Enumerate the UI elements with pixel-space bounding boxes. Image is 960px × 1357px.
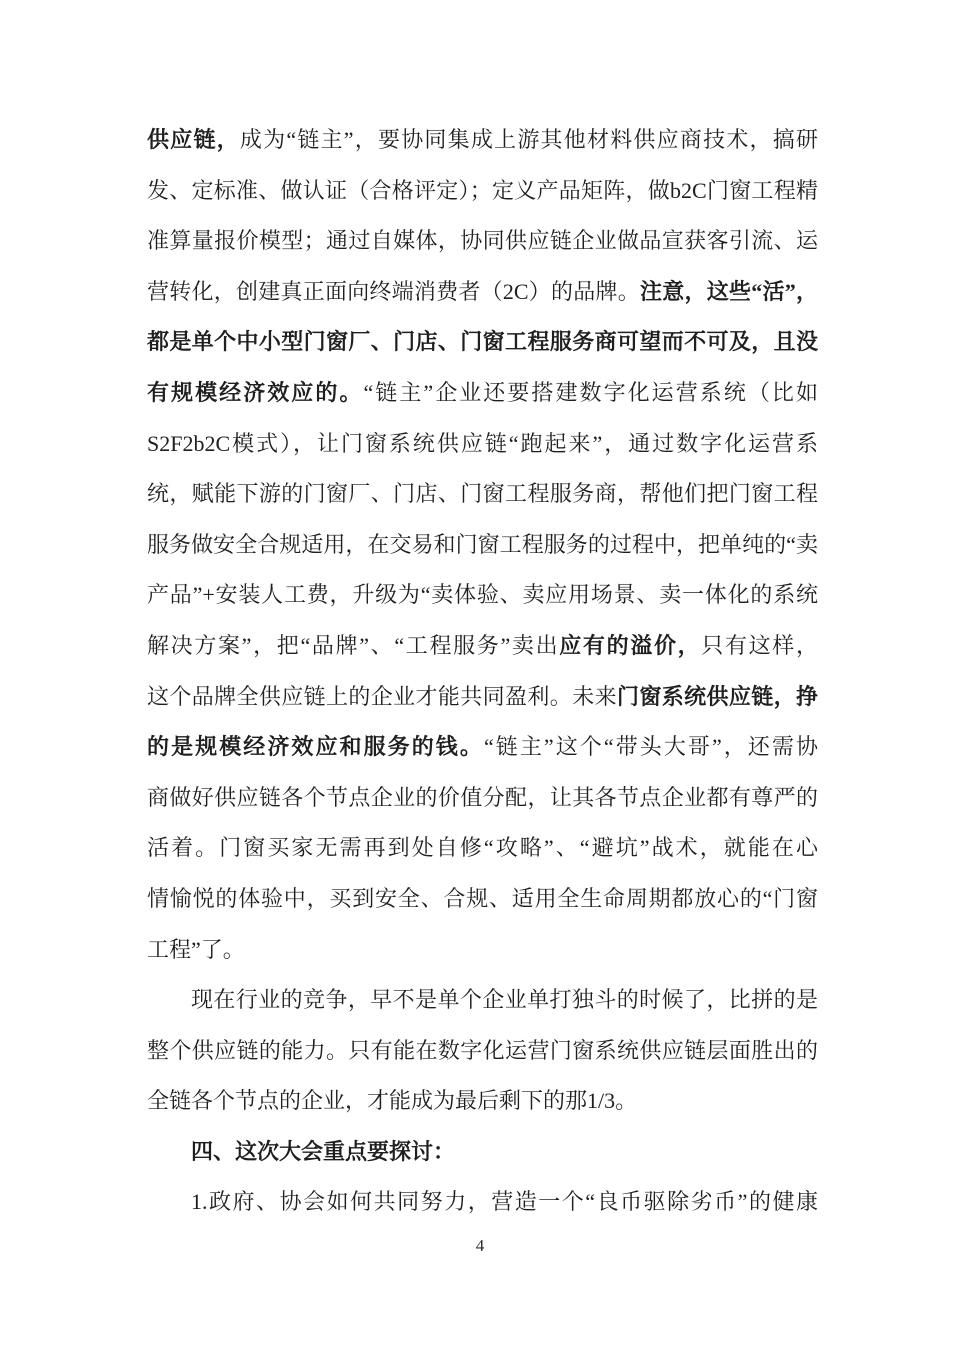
bold-text-segment: 注意，这些“活”， bbox=[640, 278, 818, 304]
text-line bbox=[147, 469, 818, 520]
bold-text-segment: 都是单个中小型门窗厂、门店、门窗工程服务商可望而不可及，且没 bbox=[147, 329, 818, 355]
text-segment: 解决方案”，把“品牌”、“工程服务”卖出 bbox=[147, 632, 560, 658]
text-segment: 这个品牌全供应链上的企业才能共同盈利。未来 bbox=[147, 683, 617, 709]
text-line bbox=[147, 1076, 818, 1127]
text-line bbox=[147, 115, 818, 166]
text-segment: 活着。门窗买家无需再到处自修“攻略”、“避坑”战术，就能在心 bbox=[147, 835, 818, 861]
paragraph-topic-1 bbox=[147, 1177, 818, 1228]
text-line bbox=[147, 672, 818, 723]
text-segment: 工程”了。 bbox=[147, 936, 245, 962]
text-segment: “链主”企业还要搭建数字化运营系统（比如 bbox=[363, 379, 818, 405]
page-number: 4 bbox=[475, 1236, 485, 1255]
text-segment: 整个供应链的能力。只有能在数字化运营门窗系统供应链层面胜出的 bbox=[147, 1037, 818, 1063]
text-line bbox=[147, 166, 818, 217]
paragraph-competition bbox=[147, 975, 818, 1127]
text-line bbox=[147, 368, 818, 419]
text-line bbox=[147, 722, 818, 773]
text-segment: 1.政府、协会如何共同努力，营造一个“良币驱除劣币”的健康 bbox=[191, 1189, 818, 1215]
bold-text-segment: 供应链， bbox=[147, 127, 240, 152]
section-heading bbox=[147, 1127, 818, 1178]
text-segment: S2F2b2C模式），让门窗系统供应链“跑起来”，通过数字化运营系 bbox=[147, 430, 818, 456]
text-line bbox=[147, 975, 818, 1026]
text-line bbox=[147, 823, 818, 874]
text-line bbox=[147, 216, 818, 267]
text-line bbox=[147, 317, 818, 368]
paragraph-supply-chain bbox=[147, 115, 818, 975]
text-line bbox=[147, 419, 818, 470]
document-body bbox=[147, 115, 818, 1228]
text-segment: 现在行业的竞争，早不是单个企业单打独斗的时候了，比拼的是 bbox=[191, 987, 818, 1013]
text-line bbox=[147, 874, 818, 925]
bold-text-segment: 应有的溢价， bbox=[559, 632, 702, 658]
bold-text-segment: 四、这次大会重点要探讨： bbox=[191, 1138, 456, 1164]
heading-section-4 bbox=[147, 1127, 818, 1178]
text-segment: 准算量报价模型；通过自媒体，协同供应链企业做品宣获客引流、运 bbox=[147, 228, 818, 254]
text-segment: 成为“链主”，要协同集成上游其他材料供应商技术，搞研 bbox=[239, 127, 818, 152]
bold-text-segment: 的是规模经济效应和服务的钱。 bbox=[147, 734, 484, 760]
text-line bbox=[147, 773, 818, 824]
text-line bbox=[147, 267, 818, 318]
text-segment: 产品”+安装人工费，升级为“卖体验、卖应用场景、卖一体化的系统 bbox=[147, 582, 818, 608]
text-segment: 发、定标准、做认证（合格评定）；定义产品矩阵，做b2C门窗工程精 bbox=[147, 177, 818, 203]
text-segment: 商做好供应链各个节点企业的价值分配，让其各节点企业都有尊严的 bbox=[147, 784, 818, 810]
text-line bbox=[147, 1026, 818, 1077]
text-segment: “链主”这个“带头大哥”，还需协 bbox=[483, 734, 818, 760]
bold-text-segment: 门窗系统供应链，挣 bbox=[616, 683, 818, 709]
text-segment: 全链各个节点的企业，才能成为最后剩下的那1/3。 bbox=[147, 1088, 638, 1114]
bold-text-segment: 有规模经济效应的。 bbox=[147, 379, 364, 405]
text-segment: 只有这样， bbox=[701, 632, 818, 658]
text-line bbox=[147, 570, 818, 621]
text-line bbox=[147, 1177, 818, 1228]
text-segment: 营转化，创建真正面向终端消费者（2C）的品牌。 bbox=[147, 278, 641, 304]
text-line bbox=[147, 520, 818, 571]
text-segment: 服务做安全合规适用，在交易和门窗工程服务的过程中，把单纯的“卖 bbox=[147, 531, 818, 557]
text-line bbox=[147, 621, 818, 672]
text-line bbox=[147, 925, 818, 976]
text-segment: 情愉悦的体验中，买到安全、合规、适用全生命周期都放心的“门窗 bbox=[147, 885, 818, 911]
text-segment: 统，赋能下游的门窗厂、门店、门窗工程服务商，帮他们把门窗工程 bbox=[147, 481, 818, 507]
